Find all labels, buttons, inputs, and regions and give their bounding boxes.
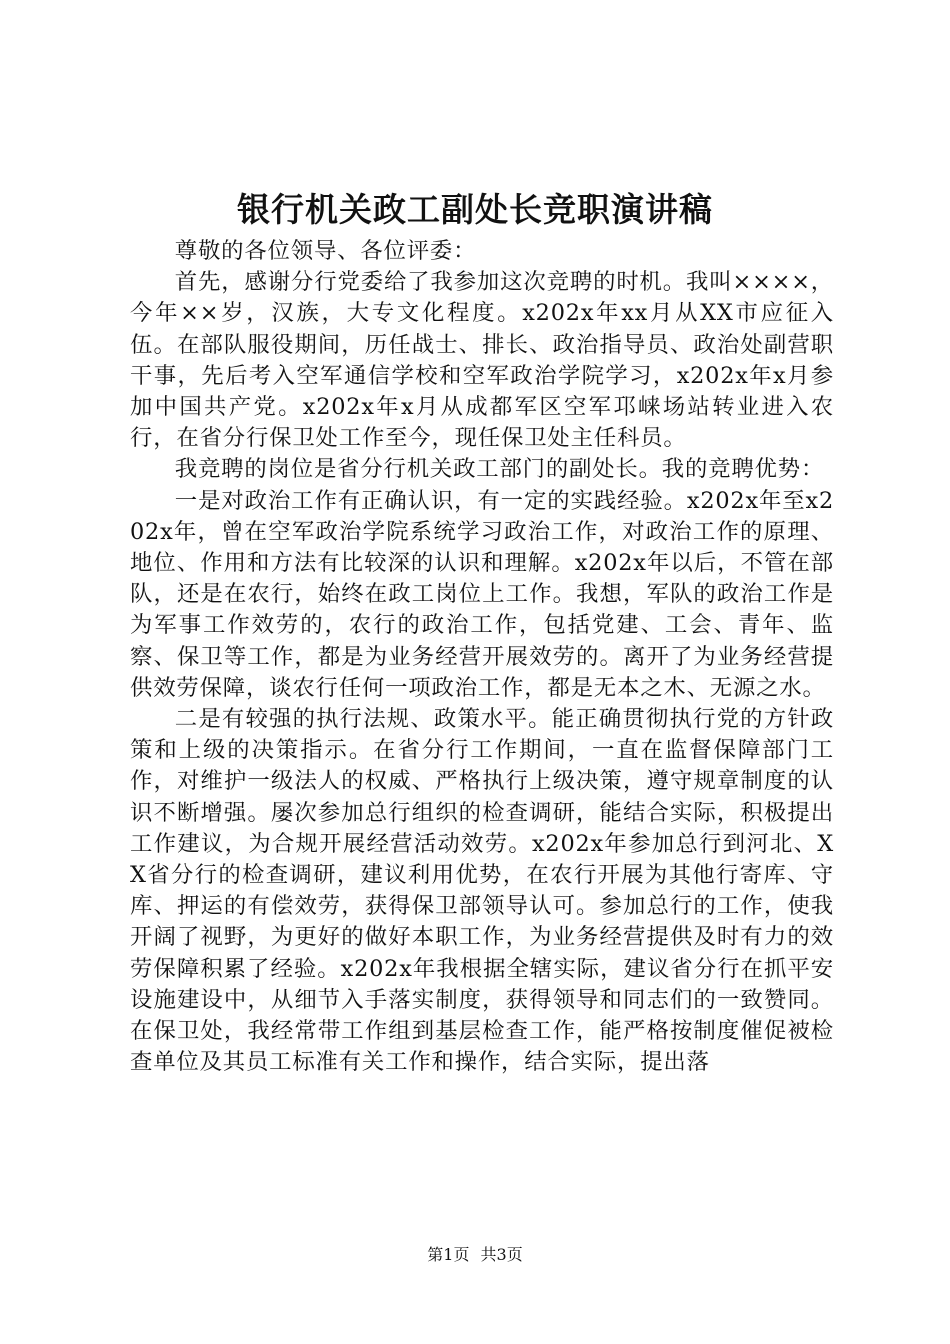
document-title: 银行机关政工副处长竞职演讲稿 [237,190,713,229]
page-footer [0,1244,950,1266]
position-paragraph: 我竞聘的岗位是省分行机关政工部门的副处长。我的竞聘优势： [174,456,825,483]
advantage-one-paragraph: 一是对政治工作有正确认识，有一定的实践经验。x202x年至x202x年，曾在空军政治学院系统学习政治工作，对政治工作的原理、地位、作用和方法有比较深的认识和理解。x202x年以后，不管在部队，还是在农行，始终在政工岗位上工作。我想，军队的政治工作是为军事工作效劳的，农行的政治工作，包括党建、工会、青年、监察、保卫等工作，都是为业务经营开展效劳的。离开了为业务经营提供效劳保障，谈农行任何一项政治工作，都是无本之木、无源之水。 [130,487,834,701]
advantage-two-paragraph: 二是有较强的执行法规、政策水平。能正确贯彻执行党的方针政策和上级的决策指示。在省分行工作期间，一直在监督保障部门工作，对维护一级法人的权威、严格执行上级决策，遵守规章制度的认识不断增强。屡次参加总行组织的检查调研，能结合实际，积极提出工作建议，为合规开展经营活动效劳。x202x年参加总行到河北、XX省分行的检查调研，建议利用优势，在农行开展为其他行寄库、守库、押运的有偿效劳，获得保卫部领导认可。参加总行的工作，使我开阔了视野，为更好的做好本职工作，为业务经营提供及时有力的效劳保障积累了经验。x202x年我根据全辖实际，建议省分行在抓平安设施建设中，从细节入手落实制度，获得领导和同志们的一致赞同。在保卫处，我经常带工作组到基层检查工作，能严格按制度催促被检查单位及其员工标准有关工作和操作，结合实际，提出落 [130,706,834,1076]
page-number: 第1页 [427,1245,470,1264]
page-total: 共3页 [480,1245,523,1264]
introduction-paragraph: 首先，感谢分行党委给了我参加这次竞聘的时机。我叫××××，今年××岁，汉族，大专文化程度。x202x年xx月从XX市应征入伍。在部队服役期间，历任战士、排长、政治指导员、政治处副营职干事，先后考入空军通信学校和空军政治学院学习，x202x年x月参加中国共产党。x202x年x月从成都军区空军邛崃场站转业进入农行，在省分行保卫处工作至今，现任保卫处主任科员。 [130,269,834,452]
salutation-paragraph: 尊敬的各位领导、各位评委： [174,238,477,264]
document-body [130,236,834,1078]
